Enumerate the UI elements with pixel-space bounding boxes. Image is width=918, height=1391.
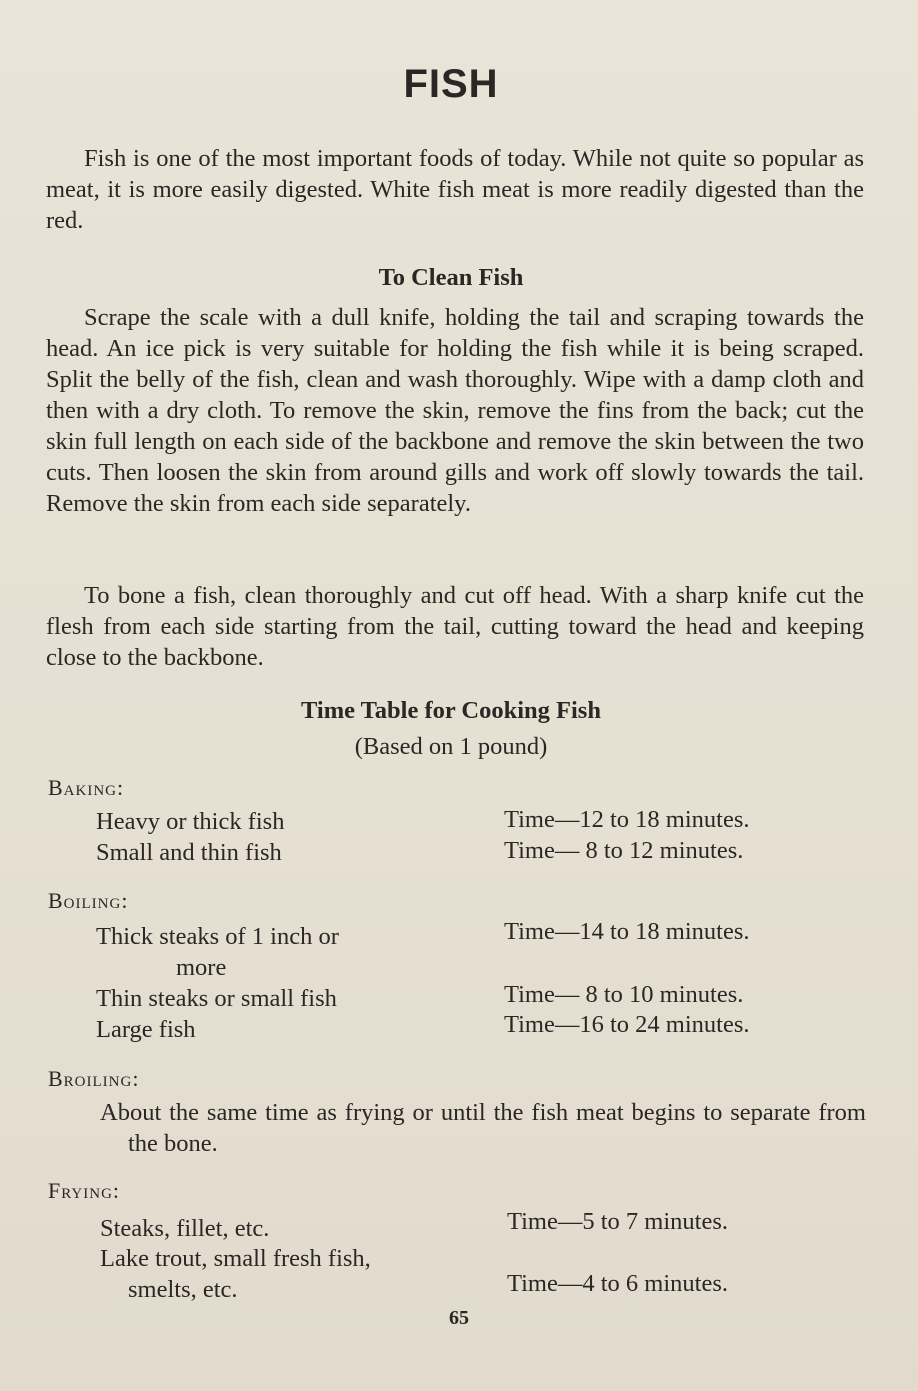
frying-item-1: Steaks, fillet, etc. bbox=[100, 1215, 270, 1242]
boiling-item-1 bbox=[96, 921, 426, 983]
frying-item-2-text: Lake trout, small fresh fish, bbox=[100, 1245, 371, 1272]
section-heading-clean: To Clean Fish bbox=[378, 264, 524, 291]
frying-item-2-continuation: smelts, etc. bbox=[128, 1276, 238, 1303]
frying-time-1: Time—5 to 7 minutes. bbox=[507, 1208, 728, 1235]
boiling-time-3: Time—16 to 24 minutes. bbox=[504, 1011, 750, 1038]
boiling-item-1-continuation: more bbox=[176, 954, 227, 981]
baking-time-1: Time—12 to 18 minutes. bbox=[504, 806, 750, 833]
category-baking: Baking: bbox=[48, 775, 125, 800]
baking-time-2: Time— 8 to 12 minutes. bbox=[504, 837, 744, 864]
clean-paragraph-2: To bone a fish, clean thoroughly and cut off head. With a sharp knife cut the flesh from each side starting from the tail, cutting toward the head and keeping close to the backbone. bbox=[46, 582, 864, 671]
baking-item-1: Heavy or thick fish bbox=[96, 808, 285, 835]
boiling-time-1: Time—14 to 18 minutes. bbox=[504, 918, 750, 945]
clean-paragraph-1: Scrape the scale with a dull knife, holding the tail and scraping towards the head. An ice pick is very suitable for holding the fish while it is being scraped. Split the belly of the fish, clean and wash thoroughly. Wipe with a damp cloth and then with a dry cloth. To remove the skin, remove the fins from the back; cut the skin full length on each side of the backbone and remove the skin between the two cuts. Then loosen the skin from around gills and work off slowly towards the tail. Remove the skin from each side separately. bbox=[46, 304, 864, 517]
boiling-item-3: Large fish bbox=[96, 1016, 196, 1043]
baking-item-2: Small and thin fish bbox=[96, 839, 282, 866]
timetable-subheading: (Based on 1 pound) bbox=[354, 733, 548, 760]
boiling-item-1-text: Thick steaks of 1 inch or bbox=[96, 923, 339, 950]
timetable-heading: Time Table for Cooking Fish bbox=[301, 697, 601, 724]
category-frying: Frying: bbox=[48, 1178, 121, 1203]
frying-item-2 bbox=[100, 1243, 480, 1305]
boiling-time-2: Time— 8 to 10 minutes. bbox=[504, 981, 744, 1008]
boiling-item-2: Thin steaks or small fish bbox=[96, 985, 337, 1012]
category-broiling: Broiling: bbox=[48, 1066, 140, 1091]
category-boiling: Boiling: bbox=[48, 888, 129, 913]
page-number: 65 bbox=[449, 1307, 469, 1329]
frying-time-2: Time—4 to 6 minutes. bbox=[507, 1270, 728, 1297]
broiling-note: About the same time as frying or until the fish meat begins to separate from the bone. bbox=[100, 1099, 866, 1157]
page-title: FISH bbox=[403, 62, 499, 106]
intro-paragraph: Fish is one of the most important foods of today. While not quite so popular as meat, it is more easily digested. White fish meat is more readily digested than the red. bbox=[46, 145, 864, 234]
